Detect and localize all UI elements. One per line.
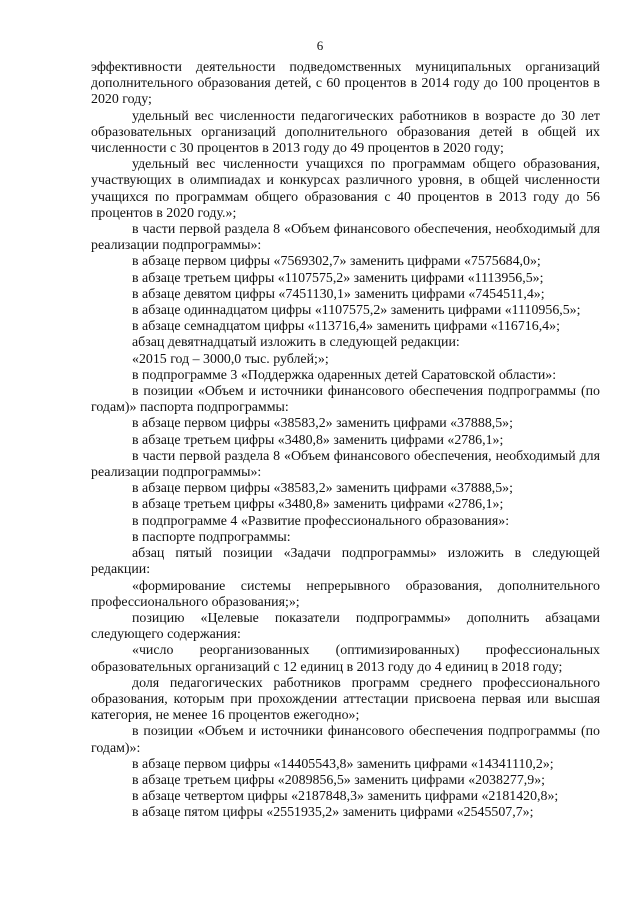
paragraph: в позиции «Объем и источники финансового обеспечения подпрограммы (по годам)» паспорта подпрограммы: — [91, 384, 600, 416]
paragraph: в абзаце четвертом цифры «2187848,3» заменить цифрами «2181420,8»; — [132, 789, 559, 805]
paragraph: в абзаце семнадцатом цифры «113716,4» заменить цифрами «116716,4»; — [132, 319, 560, 335]
paragraph: в абзаце третьем цифры «3480,8» заменить цифрами «2786,1»; — [132, 432, 504, 448]
paragraph: в подпрограмме 4 «Развитие профессионального образования»: — [132, 513, 510, 529]
paragraph: в абзаце девятом цифры «7451130,1» заменить цифрами «7454511,4»; — [132, 286, 545, 302]
document-body — [91, 60, 600, 822]
paragraph: в абзаце первом цифры «38583,2» заменить цифрами «37888,5»; — [132, 416, 513, 432]
paragraph: в абзаце первом цифры «7569302,7» заменить цифрами «7575684,0»; — [132, 254, 541, 270]
paragraph: в абзаце третьем цифры «1107575,2» заменить цифрами «1113956,5»; — [132, 270, 544, 286]
paragraph: в абзаце третьем цифры «2089856,5» заменить цифрами «2038277,9»; — [132, 772, 546, 788]
paragraph: в части первой раздела 8 «Объем финансового обеспечения, необходимый для реализации подпрограммы»: — [91, 448, 600, 481]
paragraph: в подпрограмме 3 «Поддержка одаренных детей Саратовской области»: — [132, 367, 557, 383]
paragraph: в абзаце пятом цифры «2551935,2» заменить цифрами «2545507,7»; — [132, 805, 534, 821]
paragraph: позицию «Целевые показатели подпрограммы» дополнить абзацами следующего содержания: — [91, 610, 600, 643]
paragraph: эффективности деятельности подведомственных муниципальных организаций дополнительного образования детей, с 60 процентов в 2014 году до 100 процентов в 2020 году; — [91, 60, 600, 108]
paragraph: в абзаце первом цифры «14405543,8» заменить цифрами «14341110,2»; — [132, 756, 554, 772]
paragraph: «2015 год – 3000,0 тыс. рублей;»; — [132, 351, 329, 367]
paragraph: абзац пятый позиции «Задачи подпрограммы» изложить в следующей редакции: — [91, 546, 600, 578]
paragraph: в паспорте подпрограммы: — [132, 529, 291, 545]
paragraph: удельный вес численности педагогических работников в возрасте до 30 лет образовательных организаций дополнительного образования детей в общей их численности с 30 процентов в 2013 году до 49 процентов в 2020 году; — [91, 108, 600, 157]
paragraph: «формирование системы непрерывного образования, дополнительного профессионального образования;»; — [91, 578, 600, 610]
paragraph: в абзаце третьем цифры «3480,8» заменить цифрами «2786,1»; — [132, 497, 504, 513]
paragraph: «число реорганизованных (оптимизированных) профессиональных образовательных организаций с 12 единиц в 2013 году до 4 единиц в 2018 году; — [91, 643, 600, 675]
paragraph: доля педагогических работников программ среднего профессионального образования, которым при прохождении аттестации присвоена первая или высшая категория, не менее 16 процентов ежегодно»; — [91, 675, 600, 724]
paragraph: абзац девятнадцатый изложить в следующей редакции: — [132, 335, 460, 351]
paragraph: в абзаце одиннадцатом цифры «1107575,2» заменить цифрами «1110956,5»; — [132, 303, 581, 319]
paragraph: в части первой раздела 8 «Объем финансового обеспечения, необходимый для реализации подпрограммы»: — [91, 222, 600, 254]
paragraph: удельный вес численности учащихся по программам общего образования, участвующих в олимпиадах и конкурсах различного уровня, в общей численности учащихся по программам общего образования с 40 процентов в 2013 году до 56 процентов в 2020 году.»; — [91, 157, 600, 221]
page-number: 6 — [316, 38, 324, 53]
paragraph: в позиции «Объем и источники финансового обеспечения подпрограммы (по годам)»: — [91, 724, 600, 756]
paragraph: в абзаце первом цифры «38583,2» заменить цифрами «37888,5»; — [132, 481, 513, 497]
